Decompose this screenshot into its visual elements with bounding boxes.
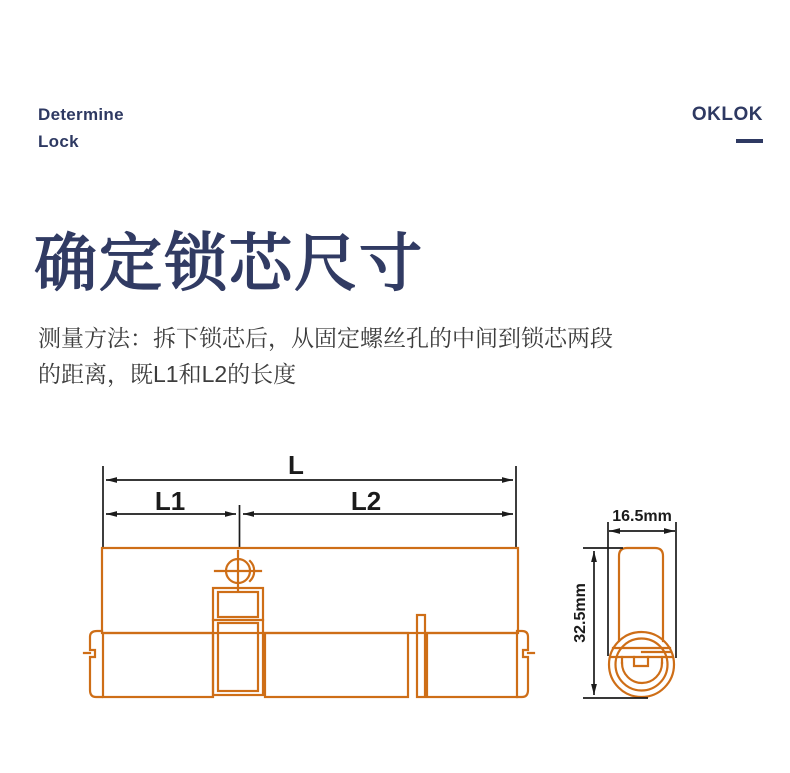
page-title: 确定锁芯尺寸 (34, 229, 424, 299)
keyway-center-notch (634, 657, 648, 666)
cylinder-side-view (609, 548, 674, 697)
end-clip-right (517, 631, 528, 697)
side-plug-outer-circle (609, 632, 674, 697)
cam-housing-outline (213, 588, 263, 695)
dimension-label-L1: L1 (154, 486, 186, 516)
dimension-label-width: 16.5mm (612, 508, 672, 525)
fin-left-segment (103, 633, 213, 697)
fin-middle-segment (265, 633, 408, 697)
measure-instructions-line1: 测量方法：拆下锁芯后，从固定螺丝孔的中间到锁芯两段 (38, 325, 613, 351)
cylinder-body-outline (102, 548, 518, 633)
dimension-label-L2: L2 (350, 486, 382, 516)
brand-tagline-line1: Determine (38, 105, 124, 124)
dimension-label-height: 32.5mm (572, 583, 589, 643)
dimension-label-L: L (288, 450, 304, 480)
pin-channel-tab (417, 615, 425, 697)
cam-upper-window (218, 592, 258, 617)
measure-instructions-line2: 的距离，既L1和L2的长度 (38, 361, 297, 387)
cylinder-front-view (84, 548, 534, 697)
side-body-outline (619, 548, 663, 641)
fin-right-segment (427, 633, 517, 697)
brand-logo: OKLOK (691, 104, 763, 125)
screw-hole-icon (215, 551, 261, 591)
brand-tagline-line2: Lock (38, 132, 79, 151)
end-clip-left (90, 631, 102, 697)
